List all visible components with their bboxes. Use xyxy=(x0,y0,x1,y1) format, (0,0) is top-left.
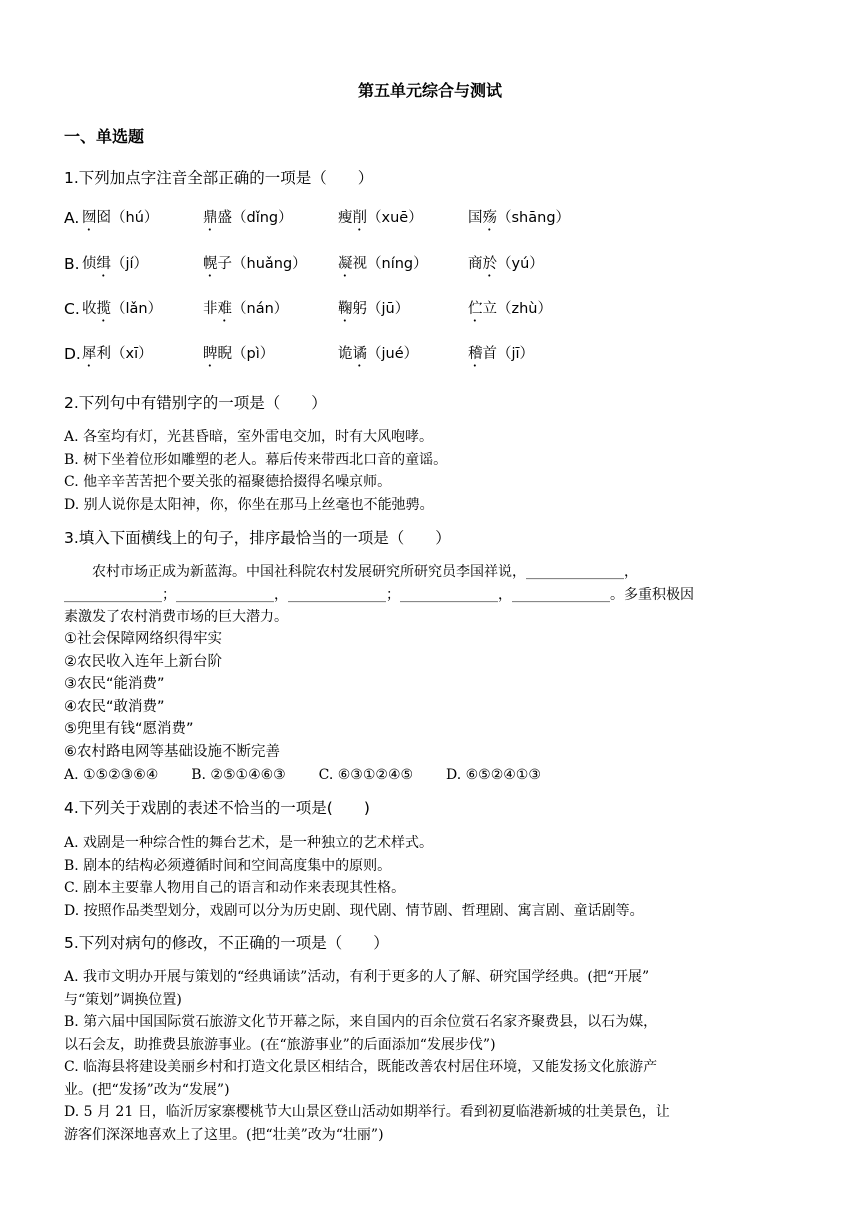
option-c: C. 他辛辛苦苦把个要关张的福聚德拾掇得名噪京师。 xyxy=(64,474,392,490)
option-d: D. ⑥⑤②④①③ xyxy=(445,767,541,783)
pinyin-item xyxy=(468,344,534,370)
pinyin-item xyxy=(82,344,153,370)
dotted-character: 伫 xyxy=(468,301,483,317)
question-5-stem: 5.下列对病句的修改，不正确的一项是（ ） xyxy=(64,934,389,952)
pinyin-item xyxy=(82,299,162,325)
dotted-character: 缉 xyxy=(96,256,111,272)
item-text-after: （xuē） xyxy=(367,210,423,226)
item-text-after: 躬（jū） xyxy=(352,301,410,317)
question-3-stem: 3.填入下面横线上的句子，排序最恰当的一项是（ ） xyxy=(64,529,451,547)
pinyin-item xyxy=(338,299,409,325)
item-text-before: 国 xyxy=(468,210,483,226)
option-line: D. 5 月 21 日，临沂厉家寨樱桃节大山景区登山活动如期举行。看到初夏临港新城的壮美景色，让 xyxy=(64,1104,670,1120)
item-text-before: 非 xyxy=(203,301,218,317)
item-text-after: 利（xī） xyxy=(96,346,153,362)
pinyin-item xyxy=(468,254,544,280)
list-item: ②农民收入连年上新台阶 xyxy=(64,653,222,670)
option-b: B. ②⑤①④⑥③ xyxy=(191,767,286,783)
dotted-character: 殇 xyxy=(482,210,497,226)
section-heading: 一、单选题 xyxy=(64,127,145,146)
pinyin-item xyxy=(338,344,418,370)
list-item: ⑤兜里有钱“愿消费” xyxy=(64,721,194,737)
pinyin-item xyxy=(203,254,307,280)
item-text-after: 盛（dǐng） xyxy=(217,210,293,226)
item-text-after: （shāng） xyxy=(497,210,571,226)
question-5-options xyxy=(64,966,804,1146)
question-4-stem: 4.下列关于戏剧的表述不恰当的一项是( ) xyxy=(64,799,370,817)
option-b: B. 剧本的结构必须遵循时间和空间高度集中的原则。 xyxy=(64,857,392,874)
option-b: B. 树下坐着位形如雕塑的老人。幕后传来带西北口音的童谣。 xyxy=(64,451,448,468)
pinyin-item xyxy=(82,208,158,234)
pinyin-item xyxy=(203,208,293,234)
dotted-character: 谲 xyxy=(352,346,367,362)
pinyin-item xyxy=(468,208,570,234)
question-2-stem: 2.下列句中有错别字的一项是（ ） xyxy=(64,394,327,412)
item-text-before: 诡 xyxy=(338,346,353,362)
item-text-after: 首（jī） xyxy=(482,346,535,362)
item-text-after: （yú） xyxy=(497,256,544,272)
option-c: C. ⑥③①②④⑤ xyxy=(318,767,414,783)
option-line: 与“策划”调换位置) xyxy=(64,991,182,1008)
item-text-after: 睨（pì） xyxy=(217,346,275,362)
dotted-character: 鞠 xyxy=(338,301,353,317)
option-line: C. 临海县将建设美丽乡村和打造文化景区相结合，既能改善农村居住环境，又能发扬文化旅游产 xyxy=(64,1059,658,1075)
page-title: 第五单元综合与测试 xyxy=(357,81,502,100)
option-line: 以石会友，助推费县旅游事业。(在“旅游事业”的后面添加“发展步伐”) xyxy=(64,1036,496,1053)
item-text-after: 子（huǎng） xyxy=(217,256,307,272)
item-text-after: 囵（hú） xyxy=(96,210,159,226)
pinyin-item xyxy=(338,208,423,234)
dotted-character: 揽 xyxy=(96,301,111,317)
option-line: A. 我市文明办开展与策划的“经典诵读”活动，有利于更多的人了解、研究国学经典。(把“开展” xyxy=(64,969,650,985)
option-line: B. 第六届中国国际赏石旅游文化节开幕之际，来自国内的百余位赏石名家齐聚费县，以石为媒， xyxy=(64,1014,658,1030)
passage-line: 农村市场正成为新蓝海。中国社科院农村发展研究所研究员李国祥说，______________， xyxy=(64,564,638,580)
option-letter: D. xyxy=(64,345,81,363)
question-3-items xyxy=(64,628,804,763)
item-text-before: 侦 xyxy=(82,256,97,272)
option-letter: B. xyxy=(64,255,80,273)
passage-line: 素激发了农村消费市场的巨大潜力。 xyxy=(64,609,288,625)
item-text-before: 瘦 xyxy=(338,210,353,226)
list-item: ③农民“能消费” xyxy=(64,676,165,692)
list-item: ④农民“敢消费” xyxy=(64,698,165,715)
question-4-options xyxy=(64,832,804,922)
dotted-character: 凝 xyxy=(338,256,353,272)
dotted-character: 幌 xyxy=(203,256,218,272)
pinyin-item xyxy=(203,344,274,370)
option-a: A. 各室均有灯，光甚昏暗，室外雷电交加，时有大风咆哮。 xyxy=(64,429,434,445)
option-a: A. 戏剧是一种综合性的舞台艺术，是一种独立的艺术样式。 xyxy=(64,835,434,851)
item-text-after: 立（zhù） xyxy=(482,301,552,317)
item-text-after: （jué） xyxy=(367,346,419,362)
question-3-passage xyxy=(64,561,804,629)
option-line: 业。(把“发扬”改为“发展”) xyxy=(64,1081,230,1098)
item-text-before: 收 xyxy=(82,301,97,317)
dotted-character: 囫 xyxy=(82,210,97,226)
option-c: C. 剧本主要靠人物用自己的语言和动作来表现其性格。 xyxy=(64,880,406,896)
passage-line: ______________；______________，______________；______________，______________。多重积极因 xyxy=(64,586,694,603)
option-letter: C. xyxy=(64,300,80,318)
item-text-after: （jí） xyxy=(111,256,149,272)
option-letter: A. xyxy=(64,209,80,227)
item-text-after: （nán） xyxy=(232,301,289,317)
question-3-options xyxy=(64,765,541,785)
pinyin-item xyxy=(338,254,428,280)
list-item: ⑥农村路电网等基础设施不断完善 xyxy=(64,743,280,760)
option-d: D. 按照作品类型划分，戏剧可以分为历史剧、现代剧、情节剧、哲理剧、寓言剧、童话剧等。 xyxy=(64,902,644,919)
option-a: A. ①⑤②③⑥④ xyxy=(64,767,159,783)
dotted-character: 难 xyxy=(217,301,232,317)
dotted-character: 犀 xyxy=(82,346,97,362)
question-2-options xyxy=(64,426,804,516)
dotted-character: 於 xyxy=(482,256,497,272)
pinyin-item xyxy=(203,299,288,325)
pinyin-item xyxy=(82,254,148,280)
dotted-character: 削 xyxy=(352,210,367,226)
dotted-character: 稽 xyxy=(468,346,483,362)
option-d: D. 别人说你是太阳神，你，你坐在那马上丝毫也不能弛骋。 xyxy=(64,496,434,513)
question-1-stem: 1.下列加点字注音全部正确的一项是（ ） xyxy=(64,169,374,187)
option-line: 游客们深深地喜欢上了这里。(把“壮美”改为“壮丽”) xyxy=(64,1126,384,1143)
list-item: ①社会保障网络织得牢实 xyxy=(64,631,222,647)
dotted-character: 睥 xyxy=(203,346,218,362)
item-text-after: 视（níng） xyxy=(352,256,428,272)
item-text-after: （lǎn） xyxy=(111,301,163,317)
item-text-before: 商 xyxy=(468,256,483,272)
dotted-character: 鼎 xyxy=(203,210,218,226)
pinyin-item xyxy=(468,299,552,325)
